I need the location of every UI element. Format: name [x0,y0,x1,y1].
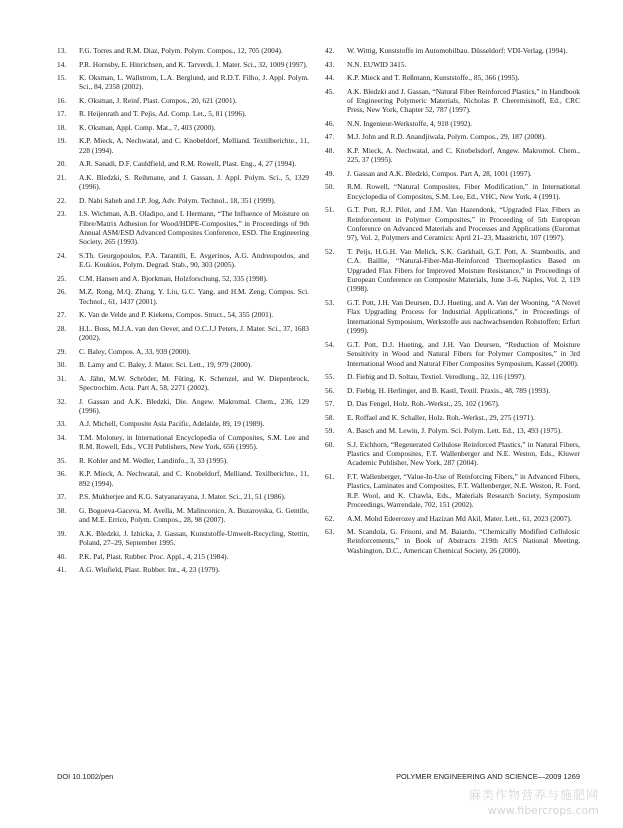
reference-text: N.N. EUWID 3415. [347,59,407,69]
reference-text: M.Z. Rong, M.Q. Zhang, Y. Liu, G.C. Yang, and H.M. Zeng, Compos. Sci. Technol., 61, 1437 (2001). [79,287,309,306]
reference-text: P.S. Mukherjee and K.G. Satyanarayana, J. Mater. Sci., 21, 51 (1986). [79,492,286,502]
reference-number: 39. [57,528,67,538]
references-right-column [325,46,580,559]
reference-text: G.T. Pott, D.J. Hueting, and J.H. Van Deursen, “Reduction of Moisture Sensitivity in Wood and Natural Fibers for Polymer Composites,” in 3rd International Wood and Natural Fiber Composites Symposium, Kassel (2000). [347,339,580,368]
reference-number: 38. [57,505,67,515]
reference-text: D. Das Fengel, Holz. Roh.-Werkst., 25, 102 (1967). [347,399,500,408]
reference-number: 60. [325,439,335,449]
reference-number: 44. [325,73,335,82]
reference-number: 58. [325,412,335,422]
reference-entry [57,360,309,369]
reference-entry [57,173,309,192]
reference-number: 35. [57,455,67,465]
reference-text: P.K. Pal, Plast. Rubber. Proc. Appl., 4, 215 (1984). [79,551,229,561]
reference-text: P.R. Hornsby, E. Hinrichsen, and K. Tarverdi, J. Mater. Sci., 32, 1009 (1997). [79,59,308,69]
reference-entry [325,169,580,178]
reference-text: A.K. Bledzki and J. Gassan, “Natural Fiber Reinforced Plastics,” in Handbook of Engineering Polymeric Materials, Nicholas P. Cheremisinoff, Ed., CRC Press, New York, Chapter 52, 787 (1997). [347,86,580,115]
reference-number: 43. [325,59,335,69]
reference-number: 27. [57,310,67,320]
reference-text: A. Basch and M. Lewin, J. Polym. Sci. Polym. Lett. Ed., 13, 493 (1975). [347,426,562,435]
reference-entry [325,386,580,395]
reference-number: 62. [325,513,335,523]
reference-text: R. Heijenrath and T. Pejis, Ad. Comp. Let., 5, 81 (1996). [79,109,247,119]
reference-entry [325,298,580,336]
reference-number: 51. [325,205,335,215]
reference-entry [57,310,309,319]
reference-text: R. Kohler and M. Wedler, Landinfo., 3, 33 (1995). [79,455,229,465]
reference-number: 26. [57,287,67,297]
reference-entry [325,472,580,510]
references-left-column [57,46,309,579]
reference-entry [325,46,580,55]
reference-number: 24. [57,250,67,260]
reference-entry [57,123,309,132]
reference-entry [57,159,309,168]
reference-text: A.M. Mohd Edeerozey and Hazizan Md Akil, Mater. Lett., 61, 2023 (2007). [347,513,572,523]
reference-entry [57,565,309,574]
reference-number: 57. [325,399,335,408]
reference-number: 61. [325,471,335,481]
reference-entry [325,399,580,408]
reference-entry [325,440,580,468]
reference-text: G. Bogoeva-Gaceva, M. Avella, M. Malinconico, A. Buzarovska, G. Gentile, and M.E. Errico, Polym. Compos., 28, 98 (2007). [79,505,309,525]
reference-number: 19. [57,136,67,146]
reference-entry [57,324,309,343]
reference-text: B. Lamy and C. Baley, J. Mater. Sci. Lett., 19, 979 (2000). [79,360,252,370]
reference-text: K. Oksman, L. Wallstrom, L.A. Berglund, and R.D.T. Filho, J. Appl. Polym. Sci., 84, 2358 (2002). [79,73,309,92]
reference-number: 28. [57,323,67,333]
reference-number: 40. [57,551,67,561]
reference-entry [325,73,580,82]
reference-number: 50. [325,182,335,192]
reference-text: I.S. Wichman, A.B. Oladipo, and I. Hermann, “The Influence of Moisture on Fibre/Matrix Adhesion for Wood/HDPE-Composites,” in Proceedings of 9th Annual ASM/ESD Advanced Composites Conference, ESD. The Engineering Society, 265 (1993). [79,209,309,247]
reference-text: G.T. Pott, J.H. Van Deursen, D.J. Hueting, and A. Van der Wooning, “A Novel Flax Upgrading Process for Industrial Applications,” in Proceedings of International Symposium, Werkstoffe aus nachwachsenden Rohstoffen; Erfurt (1999). [347,297,580,336]
reference-entry [325,146,580,165]
reference-entry [57,433,309,452]
reference-number: 13. [57,46,67,55]
reference-number: 45. [325,86,335,96]
reference-number: 55. [325,372,335,381]
reference-number: 14. [57,59,67,69]
reference-text: C.M. Hansen and A. Bjorkman, Holzforschung, 52, 335 (1998). [79,273,268,283]
reference-number: 48. [325,145,335,155]
reference-entry [57,287,309,306]
watermark-text: 麻类作物营养与施肥网 [468,788,599,802]
reference-number: 59. [325,426,335,435]
reference-number: 54. [325,339,335,349]
reference-number: 47. [325,132,335,142]
reference-text: K.P. Mieck, A. Nechwatal, and C. Knobelsdorf, Angew. Makromol. Chem., 225, 37 (1995). [347,145,580,165]
reference-text: F.G. Torres and R.M. Diaz, Polym. Polym. Compos., 12, 705 (2004). [79,46,283,55]
reference-entry [325,426,580,435]
reference-entry [57,96,309,105]
reference-text: S.Th. Georgopoulos, P.A. Tarantili, E. Avgerinos, A.G. Andreopoulos, and E.G. Koukios, Polym. Degrad. Stab., 90, 303 (2005). [79,250,309,270]
reference-number: 30. [57,360,67,370]
reference-text: J. Gassan and A.K. Bledzki, Die. Angew. Makromal. Chem., 236, 129 (1996). [79,396,309,415]
reference-number: 16. [57,95,67,105]
reference-number: 52. [325,246,335,256]
reference-text: M.J. John and R.D. Anandjiwala, Polym. Compos., 29, 187 (2008). [347,132,546,142]
watermark-url: www.fibercrops.com [487,804,599,817]
reference-text: F.T. Wallenberger, “Value-In-Use of Reinforcing Fibers,” in Advanced Fibers, Plastics, Laminates and Composites, F.T. Wallenberger, N.E. Weston, R. Ford, R.P. Wool, and K. Chawla, Eds., Materials Research Society, Symposium Proceedings, Warrendale, 702, 151 (2002). [347,471,580,510]
reference-number: 37. [57,492,67,502]
reference-number: 42. [325,46,335,55]
reference-number: 23. [57,209,67,219]
reference-number: 56. [325,385,335,395]
reference-text: T.M. Moloney, in International Encyclopedia of Composites, S.M. Lee and R.M. Rowell, Eds., VCH Publishers, New York, 656 (1995). [79,432,309,452]
reference-text: K. Van de Velde and P. Kiekens, Compos. Struct., 54, 355 (2001). [79,310,274,320]
reference-text: C. Baley, Compos. A, 33, 939 (2000). [79,346,191,356]
reference-entry [325,340,580,368]
reference-entry [325,205,580,243]
footer-doi: DOI 10.1002/pen [57,772,114,781]
reference-entry [57,109,309,118]
reference-entry [57,397,309,416]
reference-entry [57,274,309,283]
reference-entry [57,46,309,55]
reference-text: N.N. Ingenieur-Werkstoffe, 4, 918 (1992). [347,118,472,128]
reference-text: K. Oksman, J. Reinf. Plast. Compos., 20, 621 (2001). [79,95,237,105]
reference-entry [57,469,309,488]
reference-entry [325,132,580,141]
reference-entry [325,60,580,69]
reference-entry [57,136,309,155]
reference-entry [57,60,309,69]
reference-text: D. Nabi Saheb and J.P. Jog, Adv. Polym. Technol., 18, 351 (1999). [79,195,276,205]
reference-text: M. Scandola, G. Frisoni, and M. Baiardo, “Chemically Modified Cellulosic Reinforcements,” in Book of Abstracts 219th ACS National Meeting, Washington, D.C., American Chemical Society, 26 (2000). [347,527,580,555]
reference-entry [325,413,580,422]
reference-text: D. Fiebig and D. Soltau, Textiel. Veredlung., 32, 116 (1997). [347,372,526,381]
reference-entry [57,552,309,561]
reference-entry [57,251,309,270]
reference-entry [57,529,309,548]
reference-text: A.K. Bledzki, J. Izbicka, J. Gassan, Kunststoffe-Umwelt-Recycling, Stettin, Poland, 27–29, September 1995. [79,528,309,548]
reference-text: K. Oksman, Appl. Comp. Mat., 7, 403 (2000). [79,122,216,132]
reference-number: 33. [57,419,67,429]
reference-number: 49. [325,168,335,178]
reference-entry [57,374,309,393]
reference-entry [57,209,309,247]
reference-text: A.R. Sanadi, D.F. Cauldfield, and R.M. Rowell, Plast. Eng., 4, 27 (1994). [79,159,297,169]
reference-number: 53. [325,297,335,307]
reference-text: D. Fiebig, H. Herlinger, and B. Kastl, Textil. Praxis., 48, 789 (1993). [347,385,551,395]
reference-entry [325,527,580,555]
footer-journal-page: POLYMER ENGINEERING AND SCIENCE—2009 1269 [396,772,580,781]
reference-text: A.G. Winfield, Plast. Rubber. Int., 4, 23 (1979). [79,565,220,575]
reference-entry [57,73,309,92]
reference-entry [57,196,309,205]
reference-number: 36. [57,469,67,479]
reference-text: G.T. Pott, R.J. Pilot, and J.M. Van Hazendonk, “Upgraded Flax Fibers as Reinforcement in Polymer Composites,” in Proceeding of 5th European Conference on Advanced Materials and Processes and Applications (Euromat 97), Vol. 2, Polymers and Ceramics: April 21–23, Maastricht, 107 (1997). [347,205,580,243]
reference-text: J. Gassan and A.K. Bledzki, Compos. Part A, 28, 1001 (1997). [347,168,532,178]
reference-text: E. Roffael and K. Schaller, Holz. Roh.-Werkst., 29, 275 (1971). [347,412,535,422]
reference-entry [57,419,309,428]
reference-text: K.P. Mieck, A. Nechwatal, and C. Knobeldorf, Melliand. Textilberichte., 11, 228 (1994). [79,136,309,155]
reference-entry [325,87,580,115]
reference-number: 17. [57,109,67,119]
reference-entry [325,182,580,201]
page-footer [57,772,580,784]
reference-text: K.P. Mieck, A. Nechwatal, and C. Knobeldorf, Melliand. Texilberichte., 11, 892 (1994). [79,469,309,488]
reference-number: 18. [57,122,67,132]
reference-text: A.J. Michell, Composite Asia Pacific, Adelaide, 89, 19 (1989). [79,419,265,429]
reference-number: 20. [57,159,67,169]
reference-entry [325,119,580,128]
reference-entry [325,372,580,381]
reference-text: R.M. Rowell, “Natural Composites, Fiber Modification,” in International Encyclopedia of Composites, S.M. Lee, Ed., VHC, New York, 4 (1991). [347,182,580,201]
reference-number: 32. [57,396,67,406]
reference-text: K.P. Mieck and T. Reßmann, Kunststoffe., 85, 366 (1995). [347,73,520,82]
reference-number: 63. [325,527,335,537]
reference-number: 21. [57,172,67,182]
reference-text: H.L. Boss, M.J.A. van den Oever, and O.C.J.J Peters, J. Mater. Sci., 37, 1683 (2002). [79,323,309,343]
reference-number: 22. [57,195,67,205]
reference-entry [57,506,309,525]
reference-number: 41. [57,565,67,575]
reference-number: 15. [57,73,67,82]
reference-entry [325,514,580,523]
reference-number: 29. [57,346,67,356]
reference-entry [57,456,309,465]
reference-text: W. Wittig, Kunststoffe im Automobilbau. Düsseldorf: VDI-Verlag, (1994). [347,46,568,55]
reference-text: A. Jähn, M.W. Schröder, M. Füting, K. Schenzel, and W. Diepenbrock, Spectrochim. Acta. Part A, 58, 2271 (2002). [79,373,309,393]
reference-text: S.J. Eichhorn, “Regenerated Cellulose Reinforced Plastics,” in Natural Fibers, Plastics and Composites, F.T. Wallenberger and N.E. Weston, Eds., Kluwer Academic Publisher, New York, 287 (2004). [347,439,580,468]
reference-text: A.K. Bledzki, S. Reihmane, and J. Gassan, J. Appl. Polym. Sci., 5, 1329 (1996). [79,172,309,192]
reference-number: 25. [57,273,67,283]
reference-entry [57,492,309,501]
reference-number: 46. [325,118,335,128]
reference-number: 34. [57,432,67,442]
reference-entry [57,347,309,356]
reference-number: 31. [57,373,67,383]
reference-text: T. Peijs, H.G.H. Van Melick, S.K. Garkhail, G.T. Pott, A. Stamboulis, and C.A. Baillie, “Natural-Fiber-Mat-Reinforced Thermoplastics Based on Upgraded Flax Fibers for Improved Moisture Resistance,” in Proceedings of European Conference on Composite Materials, June 3–6, Naples, Vol. 2, 119 (1998). [347,246,580,294]
reference-entry [325,247,580,294]
